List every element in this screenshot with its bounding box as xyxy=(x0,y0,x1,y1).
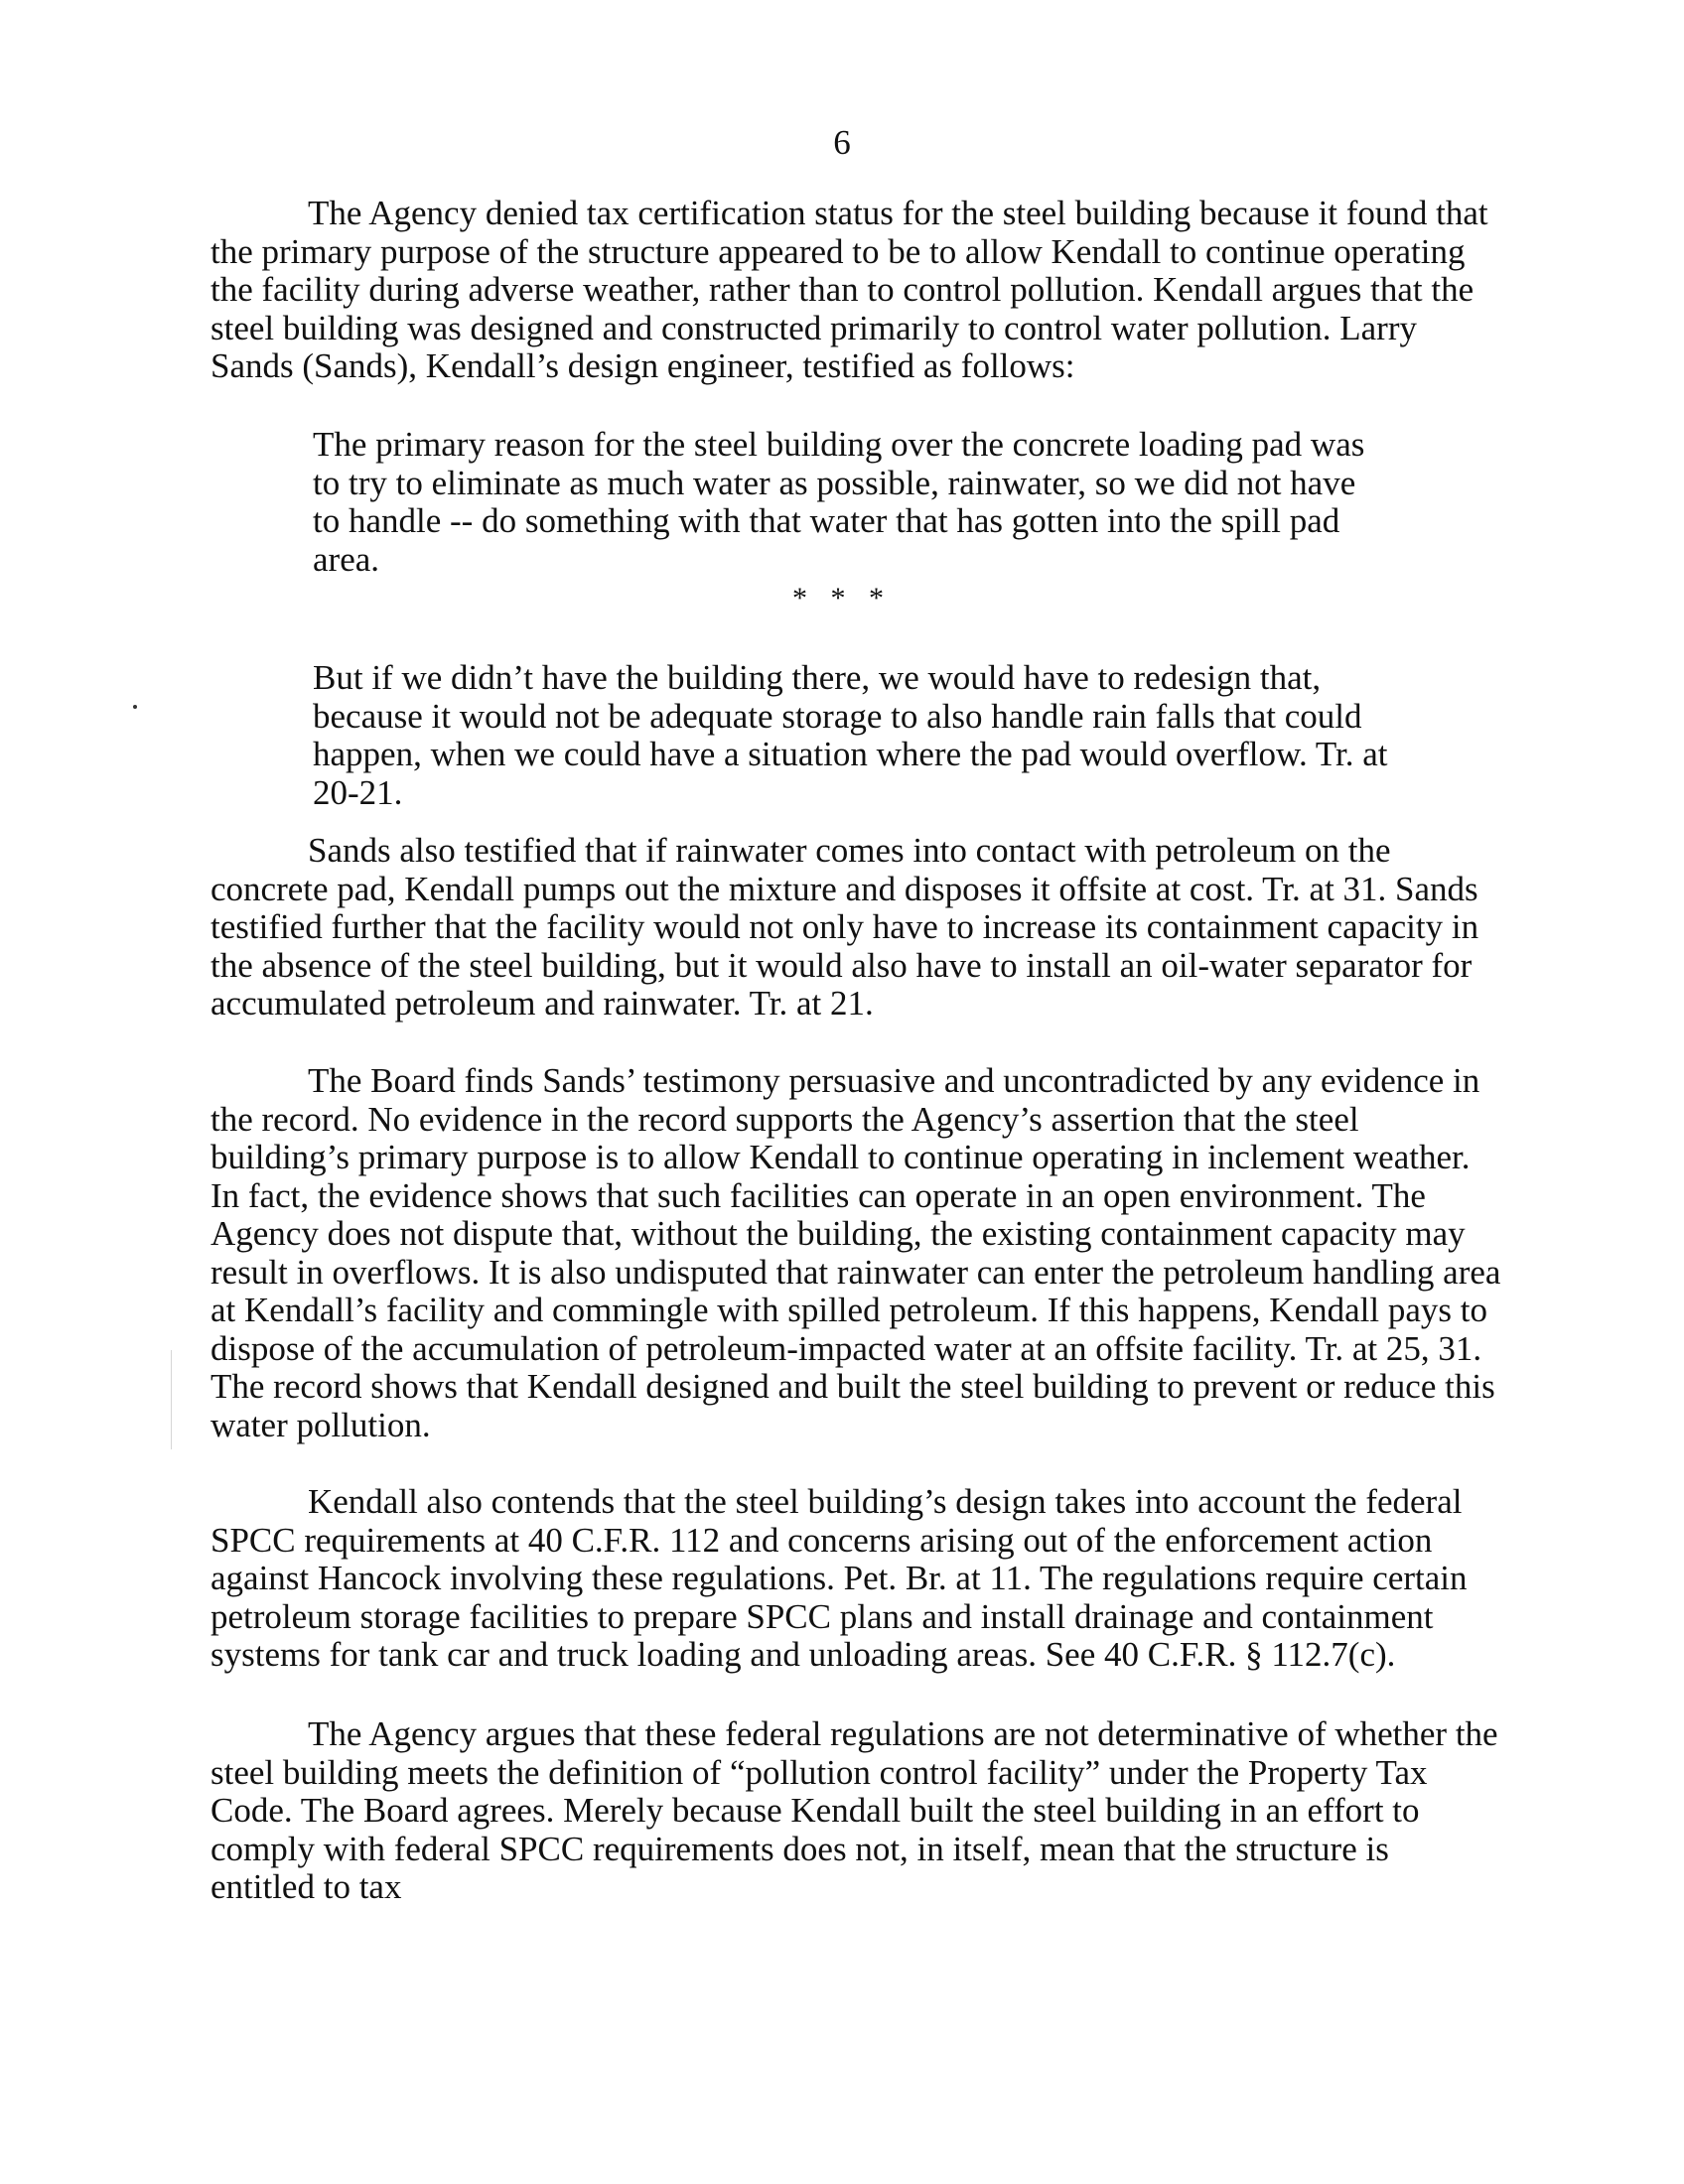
body-paragraph: The Agency argues that these federal regulations are not determinative of whether the steel building meets the definition of “pollution control facility” under the Property Tax Code. The Board agrees. Merely because Kendall built the steel building in an effort to comply with federal SPCC requirements does not, in itself, mean that the structure is entitled to tax xyxy=(210,1714,1498,1906)
ellipsis-separator: * * * xyxy=(792,582,892,614)
scan-speck xyxy=(133,705,137,709)
body-paragraph: The Board finds Sands’ testimony persuasive and uncontradicted by any evidence in the record. No evidence in the record supports the Agency’s assertion that the steel building’s primary purpose is to allow Kendall to continue operating in inclement weather. In fact, the evidence shows that such facilities can operate in an open environment. The Agency does not dispute that, without the building, the existing containment capacity may result in overflows. It is also undisputed that rainwater can enter the petroleum handling area at Kendall’s facility and commingle with spilled petroleum. If this happens, Kendall pays to dispose of the accumulation of petroleum-impacted water at an offsite facility. Tr. at 25, 31. The record shows that Kendall designed and built the steel building to prevent or reduce this water pollution. xyxy=(210,1061,1501,1444)
scan-margin-line xyxy=(171,1350,172,1449)
body-paragraph: The Agency denied tax certification status for the steel building because it found that the primary purpose of the structure appeared to be to allow Kendall to continue operating the facility during adverse weather, rather than to control pollution. Kendall argues that the steel building was designed and constructed primarily to control water pollution. Larry Sands (Sands), Kendall’s design engineer, testified as follows: xyxy=(210,194,1488,385)
page-number: 6 xyxy=(833,123,851,162)
body-paragraph: Kendall also contends that the steel building’s design takes into account the federal SPCC requirements at 40 C.F.R. 112 and concerns arising out of the enforcement action against Hancock involving these regulations. Pet. Br. at 11. The regulations require certain petroleum storage facilities to prepare SPCC plans and install drainage and containment systems for tank car and truck loading and unloading areas. See 40 C.F.R. § 112.7(c). xyxy=(210,1482,1468,1674)
block-quote: The primary reason for the steel building over the concrete loading pad was to try to eliminate as much water as possible, rainwater, so we did not have to handle -- do something with that water that has gotten into the spill pad area. xyxy=(313,425,1365,579)
block-quote: But if we didn’t have the building there, we would have to redesign that, because it would not be adequate storage to also handle rain falls that could happen, when we could have a situation where the pad would overflow. Tr. at 20-21. xyxy=(313,658,1388,812)
body-paragraph: Sands also testified that if rainwater comes into contact with petroleum on the concrete pad, Kendall pumps out the mixture and disposes it offsite at cost. Tr. at 31. Sands testified further that the facility would not only have to increase its containment capacity in the absence of the steel building, but it would also have to install an oil-water separator for accumulated petroleum and rainwater. Tr. at 21. xyxy=(210,831,1479,1023)
